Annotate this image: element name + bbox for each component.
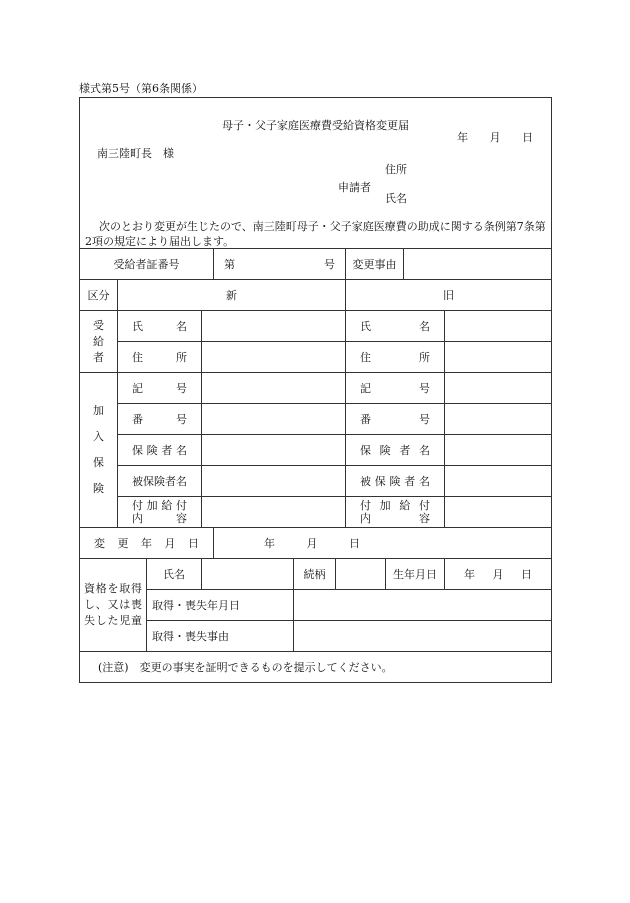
recipient-address-new[interactable] bbox=[202, 342, 346, 373]
recipient-address-label-new: 住所 bbox=[118, 342, 202, 373]
change-reason-field[interactable] bbox=[404, 249, 552, 280]
recipient-address-label-old: 住所 bbox=[346, 342, 445, 373]
recipient-name-new[interactable] bbox=[202, 311, 346, 342]
acq-reason-field[interactable] bbox=[294, 621, 552, 652]
relation-field[interactable] bbox=[336, 559, 386, 590]
insurer-new[interactable] bbox=[202, 435, 346, 466]
insurer-label-new: 保険者名 bbox=[118, 435, 202, 466]
year-label: 年 bbox=[457, 131, 469, 144]
insurer-old[interactable] bbox=[445, 435, 552, 466]
insured-new[interactable] bbox=[202, 466, 346, 497]
recipient-name-label-new: 氏名 bbox=[118, 311, 202, 342]
form-number-label: 様式第5号（第6条関係） bbox=[79, 82, 203, 95]
recipient-name-label-old: 氏名 bbox=[346, 311, 445, 342]
symbol-old[interactable] bbox=[445, 373, 552, 404]
recipient-label: 受 給 者 bbox=[80, 311, 118, 373]
insurance-label: 加 入 保 険 bbox=[80, 373, 118, 528]
recipient-address-old[interactable] bbox=[445, 342, 552, 373]
kubun-label: 区分 bbox=[80, 280, 118, 311]
month-label: 月 bbox=[489, 131, 501, 144]
note: (注意) 変更の事実を証明できるものを提示してください。 bbox=[80, 652, 552, 683]
number-old[interactable] bbox=[445, 404, 552, 435]
acq-date-field[interactable] bbox=[294, 590, 552, 621]
address-label: 住所 bbox=[385, 163, 407, 176]
insurer-label-old: 保険者名 bbox=[346, 435, 445, 466]
benefit-new[interactable] bbox=[202, 497, 346, 528]
child-label: 資格を取得し、又は喪失した児童 bbox=[80, 559, 147, 652]
birth-field[interactable]: 年 月 日 bbox=[445, 559, 552, 590]
benefit-old[interactable] bbox=[445, 497, 552, 528]
benefit-label-new: 付加給付 内容 bbox=[118, 497, 202, 528]
applicant-label: 申請者 bbox=[338, 181, 371, 194]
birth-label: 生年月日 bbox=[386, 559, 445, 590]
change-date-field[interactable]: 年 月 日 bbox=[214, 528, 552, 559]
number-new[interactable] bbox=[202, 404, 346, 435]
benefit-label-old: 付加給付 内容 bbox=[346, 497, 445, 528]
child-name-field[interactable] bbox=[202, 559, 294, 590]
old-header: 旧 bbox=[346, 280, 552, 311]
new-header: 新 bbox=[118, 280, 346, 311]
recipient-name-old[interactable] bbox=[445, 311, 552, 342]
dai-label: 第 bbox=[224, 258, 235, 271]
change-notification-form bbox=[79, 97, 552, 683]
change-date-label: 変更年月日 bbox=[80, 528, 214, 559]
insured-old[interactable] bbox=[445, 466, 552, 497]
relation-label: 続柄 bbox=[294, 559, 336, 590]
submission-date[interactable] bbox=[439, 129, 533, 145]
symbol-new[interactable] bbox=[202, 373, 346, 404]
child-name-label: 氏名 bbox=[147, 559, 202, 590]
number-label-old: 番号 bbox=[346, 404, 445, 435]
cert-number-field[interactable] bbox=[214, 249, 346, 280]
insured-label-old: 被保険者名 bbox=[346, 466, 445, 497]
insured-label-new: 被保険者名 bbox=[118, 466, 202, 497]
form-header bbox=[80, 98, 552, 249]
change-reason-label: 変更事由 bbox=[346, 249, 404, 280]
addressee: 南三陸町長 様 bbox=[97, 147, 174, 160]
day-label: 日 bbox=[522, 131, 534, 144]
name-label: 氏名 bbox=[385, 192, 407, 205]
symbol-label-new: 記号 bbox=[118, 373, 202, 404]
statement-text: 次のとおり変更が生じたので、南三陸町母子・父子家庭医療費の助成に関する条例第7条第2項の規定により届出します。 bbox=[85, 220, 546, 248]
symbol-label-old: 記号 bbox=[346, 373, 445, 404]
acq-reason-label: 取得・喪失事由 bbox=[147, 621, 294, 652]
cert-number-label: 受給者証番号 bbox=[80, 249, 214, 280]
go-label: 号 bbox=[324, 258, 335, 271]
acq-date-label: 取得・喪失年月日 bbox=[147, 590, 294, 621]
form-title: 母子・父子家庭医療費受給資格変更届 bbox=[222, 119, 410, 132]
number-label-new: 番号 bbox=[118, 404, 202, 435]
